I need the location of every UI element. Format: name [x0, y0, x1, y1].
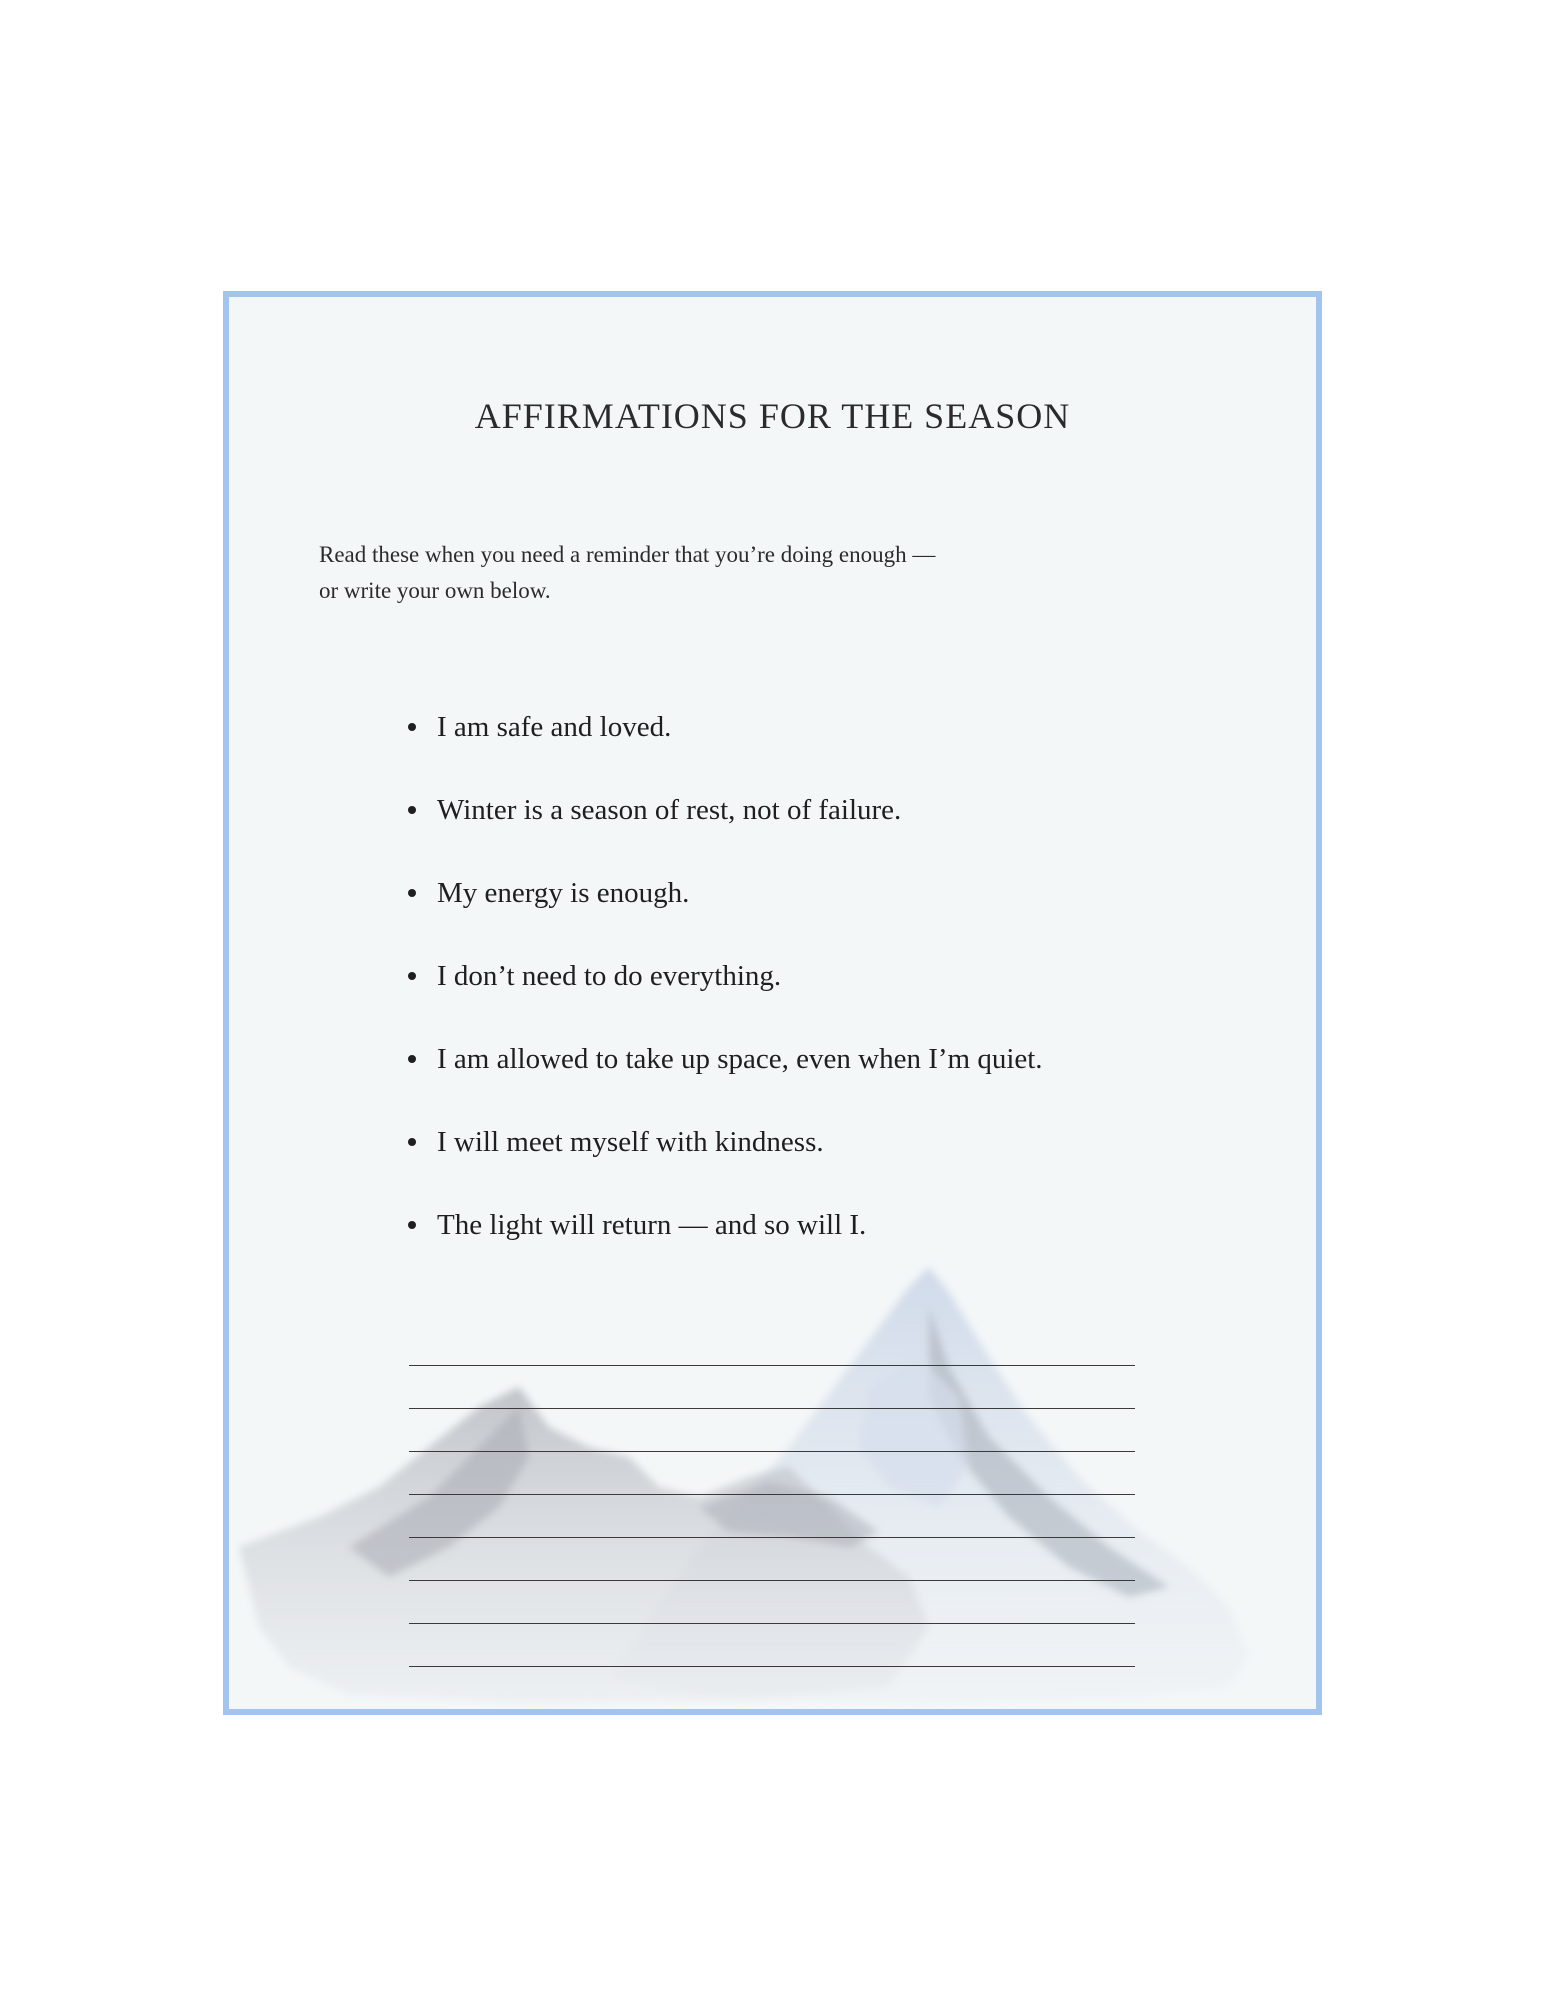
bullet-icon — [408, 806, 416, 814]
affirmation-text: The light will return — and so will I. — [437, 1209, 867, 1241]
list-item — [406, 1207, 1043, 1290]
writing-lines[interactable] — [409, 1323, 1135, 1667]
writing-line[interactable] — [409, 1409, 1135, 1452]
list-item — [406, 958, 1043, 1041]
writing-line[interactable] — [409, 1452, 1135, 1495]
bullet-icon — [408, 1055, 416, 1063]
list-item — [406, 875, 1043, 958]
list-item — [406, 709, 1043, 792]
affirmation-list — [406, 709, 1043, 1290]
page-title: AFFIRMATIONS FOR THE SEASON — [474, 396, 1071, 436]
intro-text: Read these when you need a reminder that you’re doing enough — or write your own below. — [319, 542, 936, 603]
bullet-icon — [408, 1221, 416, 1229]
affirmation-text: I am safe and loved. — [437, 711, 672, 743]
bullet-icon — [408, 972, 416, 980]
writing-line[interactable] — [409, 1581, 1135, 1624]
list-item — [406, 1124, 1043, 1207]
affirmation-text: My energy is enough. — [437, 877, 690, 909]
affirmation-text: I am allowed to take up space, even when I’m quiet. — [437, 1043, 1043, 1075]
bullet-icon — [408, 723, 416, 731]
affirmation-text: I don’t need to do everything. — [437, 960, 782, 992]
affirmation-text: I will meet myself with kindness. — [437, 1126, 824, 1158]
bullet-icon — [408, 889, 416, 897]
affirmation-text: Winter is a season of rest, not of failure. — [437, 794, 902, 826]
writing-line[interactable] — [409, 1323, 1135, 1366]
writing-line[interactable] — [409, 1538, 1135, 1581]
worksheet-page — [223, 291, 1322, 1715]
writing-line[interactable] — [409, 1495, 1135, 1538]
writing-line[interactable] — [409, 1624, 1135, 1667]
list-item — [406, 1041, 1043, 1124]
writing-line[interactable] — [409, 1366, 1135, 1409]
bullet-icon — [408, 1138, 416, 1146]
list-item — [406, 792, 1043, 875]
